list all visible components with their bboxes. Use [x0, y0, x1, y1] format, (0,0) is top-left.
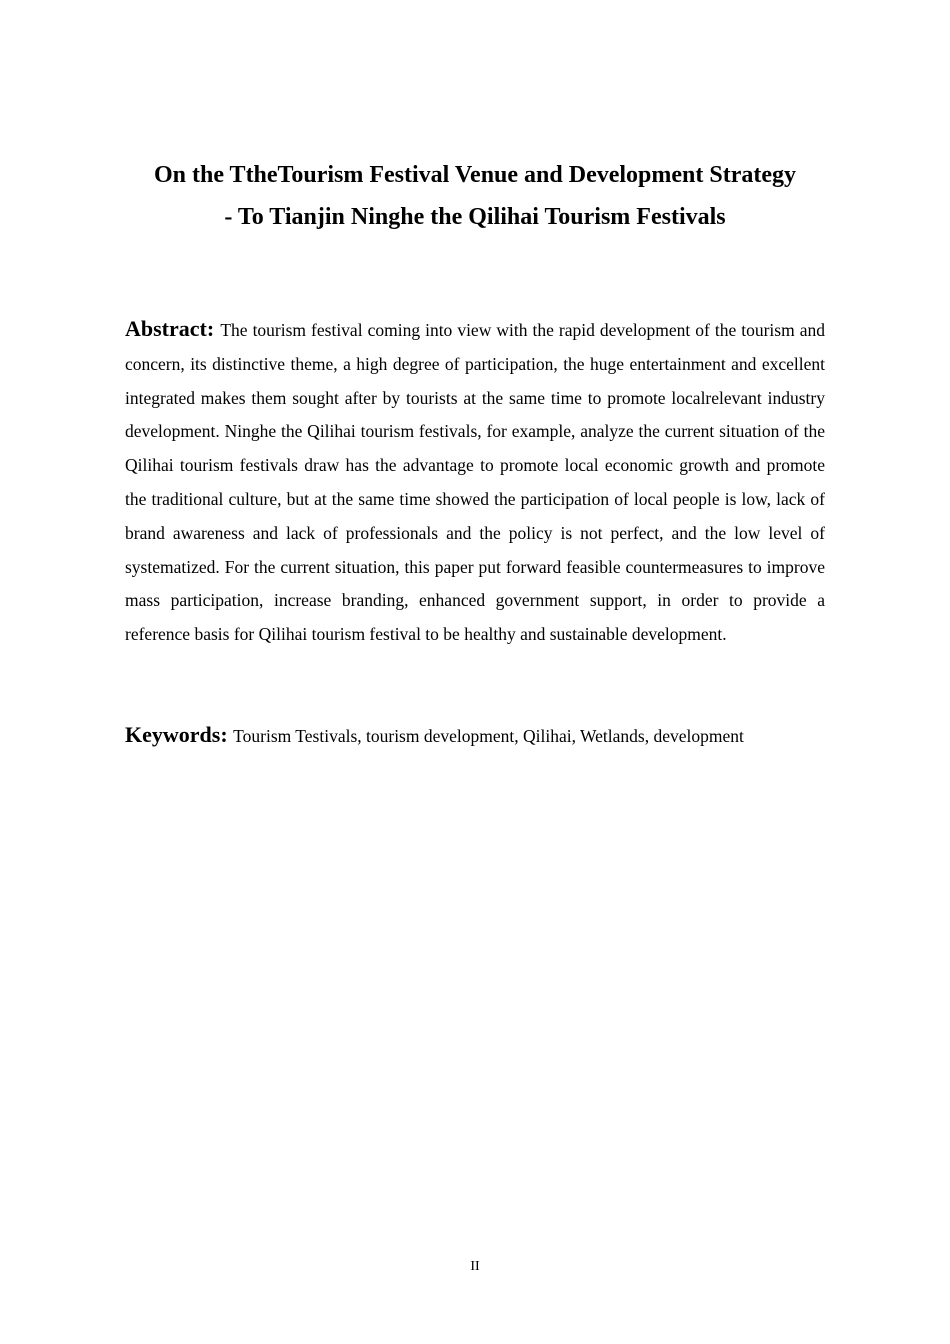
keywords-label: Keywords: [125, 722, 234, 747]
title-line-1: On the TtheTourism Festival Venue and Development Strategy [153, 162, 797, 188]
title-line-2: - To Tianjin Ninghe the Qilihai Tourism Festivals [224, 204, 726, 230]
abstract-text: The tourism festival coming into view with the rapid development of the tourism and concern, its distinctive theme, a high degree of participation, the huge entertainment and excellent integrated makes them sought after by tourists at the same time to promote localrelevant industry development. Ninghe the Qilihai tourism festivals, for example, analyze the current situation of the Qilihai tourism festivals draw has the advantage to promote local economic growth and promote the traditional culture, but at the same time showed the participation of local people is low, lack of brand awareness and lack of professionals and the policy is not perfect, and the low level of systematized. For the current situation, this paper put forward feasible countermeasures to improve mass participation, increase branding, enhanced government support, in order to provide a reference basis for Qilihai tourism festival to be healthy and sustainable development. [125, 320, 825, 645]
paper-title [0, 154, 950, 238]
page-number: II [470, 1259, 480, 1274]
abstract-section [125, 312, 825, 652]
keywords-text: Tourism Testivals, tourism development, Qilihai, Wetlands, development [233, 726, 744, 746]
keywords-section [125, 718, 845, 754]
abstract-label: Abstract: [125, 316, 221, 341]
